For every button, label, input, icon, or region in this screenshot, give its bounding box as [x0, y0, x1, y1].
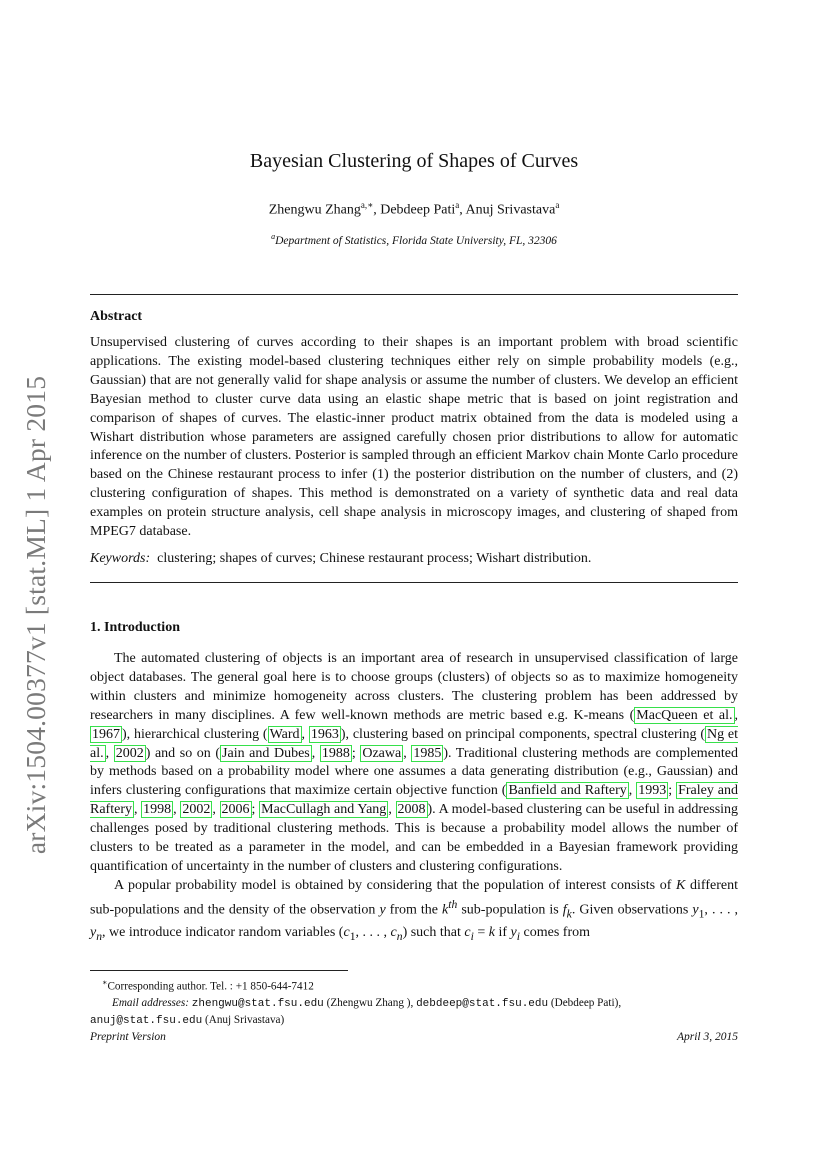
email-link[interactable]: zhengwu@stat.fsu.edu [191, 997, 324, 1010]
introduction-body [90, 650, 738, 947]
math-symbol: k [566, 907, 572, 921]
citation-text: Ward [269, 726, 300, 742]
author-name: Zhengwu Zhang [268, 202, 361, 218]
intro-text: , . . . , [355, 925, 391, 941]
math-symbol: y [90, 925, 97, 941]
footnote-rule [90, 970, 348, 971]
intro-text: , . . . , [704, 902, 739, 918]
citation-text: 2006 [221, 802, 250, 818]
citation-text: Ozawa [362, 745, 402, 761]
citation-text: 1988 [321, 745, 350, 761]
math-symbol: y [379, 902, 386, 918]
intro-text: ), hierarchical clustering ( [122, 726, 268, 742]
author-name: Debdeep Pati [380, 202, 456, 218]
citation-link[interactable] [360, 745, 403, 762]
citation-link[interactable] [411, 745, 443, 762]
intro-text: ). Traditional clustering methods are complemented by methods based on a probability model where one assumes a data generating distribution (e.g., Gaussian) and infers clustering configurations that maximize certain objective function ( [90, 745, 739, 799]
author-name: Anuj Srivastava [465, 202, 556, 218]
intro-text: ) and so on ( [145, 745, 221, 761]
intro-text: if [494, 925, 511, 941]
intro-text: different sub-populations and the density of the observation [90, 877, 738, 918]
math-symbol: c [464, 925, 471, 941]
citation-link[interactable] [220, 745, 312, 762]
author-affiliation-mark: a [455, 200, 460, 210]
intro-text: sub-population is [457, 902, 563, 918]
math-symbol: c [343, 925, 350, 941]
citation-text: 1963 [310, 726, 339, 742]
math-symbol: K [676, 877, 686, 893]
intro-text: from the [385, 902, 443, 918]
math-symbol: n [396, 929, 403, 943]
citation-text: 2002 [115, 745, 144, 761]
citation-text: 2002 [182, 802, 211, 818]
citation-link[interactable] [114, 745, 146, 762]
arxiv-identifier: arXiv:1504.00377v1 [stat.ML] 1 Apr 2015 [20, 375, 51, 855]
citation-text: Jain and Dubes [222, 745, 310, 761]
citation-link[interactable] [634, 707, 734, 724]
citation-text: 1985 [413, 745, 442, 761]
math-symbol: k [442, 902, 449, 918]
math-symbol: i [470, 929, 474, 943]
email-label: Email addresses: [112, 996, 189, 1009]
citation-text: 1967 [92, 726, 120, 742]
keywords-label: Keywords: [90, 551, 151, 566]
math-symbol: n [96, 929, 103, 943]
math-symbol: 1 [349, 929, 356, 943]
paper-title: Bayesian Clustering of Shapes of Curves [249, 150, 579, 172]
citation-link[interactable] [506, 782, 628, 799]
intro-text: ), clustering based on principal components, spectral clustering ( [340, 726, 705, 742]
citation-link[interactable] [141, 801, 173, 818]
intro-text: , we introduce indicator random variables ( [102, 925, 344, 941]
section-heading-introduction: 1. Introduction [90, 620, 180, 635]
citation-text: 1998 [143, 802, 172, 818]
email-link[interactable]: anuj@stat.fsu.edu [90, 1014, 203, 1027]
keywords [90, 551, 738, 567]
email-link[interactable]: debdeep@stat.fsu.edu [416, 997, 549, 1010]
math-symbol: y [510, 925, 517, 941]
citation-link[interactable] [268, 726, 302, 743]
affiliation-text: Department of Statistics, Florida State University, FL, 32306 [275, 234, 557, 247]
abstract-body [90, 334, 738, 542]
citation-text: Banfield and Raftery [508, 783, 627, 799]
intro-text: A popular probability model is obtained by considering that the population of interest consists of [114, 877, 677, 893]
footer-preprint: Preprint Version [90, 1031, 166, 1043]
footnote-mark: ∗ [102, 978, 108, 987]
citation-text: MacQueen et al. [636, 707, 733, 723]
math-symbol: 1 [698, 907, 705, 921]
citation-link[interactable] [90, 726, 122, 743]
footnote-emails [90, 995, 738, 1012]
math-symbol: k [488, 925, 495, 941]
math-symbol: y [692, 902, 699, 918]
footnote-text: (Anuj Srivastava) [205, 1013, 285, 1026]
footnote-corresponding [90, 975, 738, 995]
footnotes [90, 975, 738, 1029]
keywords-text: clustering; shapes of curves; Chinese restaurant process; Wishart distribution. [157, 551, 592, 566]
citation-text: 2008 [397, 802, 426, 818]
footnote-text: (Zhengwu Zhang ), [326, 996, 414, 1009]
citation-link[interactable] [320, 745, 352, 762]
math-symbol: c [390, 925, 397, 941]
intro-text: comes from [520, 925, 590, 941]
author-affiliation-mark: a,∗ [360, 200, 374, 210]
footnote-emails-cont [90, 1012, 738, 1029]
abstract-bottom-rule [90, 582, 738, 583]
abstract-text: Unsupervised clustering of curves according to their shapes is an important problem with broad scientific applications. The existing model-based clustering techniques either rely on simple probability models (e.g., Gaussian) that are not generally valid for shape analysis or assume the number of clusters. We develop an efficient Bayesian method to cluster curve data using an elastic shape metric that is based on joint registration and comparison of shapes of curves. The elastic-inner product matrix obtained from the data is modeled using a Wishart distribution whose parameters are assigned carefully chosen prior distributions to allow for automatic inference on the number of clusters. Posterior is sampled through an efficient Markov chain Monte Carlo procedure based on the Chinese restaurant process to infer (1) the posterior distribution on the number of clusters, and (2) clustering configuration of shapes. This method is demonstrated on a variety of synthetic data and real data examples on protein structure analysis, cell shape analysis in microscopy images, and clustering of shaped from MPEG7 database. [90, 335, 738, 540]
citation-text: MacCullagh and Yang [261, 802, 387, 818]
citation-text: 1993 [638, 783, 667, 799]
citation-link[interactable] [636, 782, 668, 799]
author-list: Zhengwu Zhang$^{a,∗}$, Debdeep Pati$^a$, Anuj Srivastava$^a$ [268, 200, 560, 218]
footnote-text: Corresponding author. Tel. : +1 850-644-7412 [107, 980, 314, 993]
math-symbol: th [448, 897, 458, 911]
abstract-heading: Abstract [90, 309, 143, 324]
intro-text: = [473, 925, 489, 941]
citation-text: Ng et al. [90, 726, 739, 761]
math-symbol: f [562, 902, 567, 918]
citation-text: Fraley and Raftery [90, 783, 739, 818]
math-symbol: i [516, 929, 521, 943]
footnote-text: (Debdeep Pati), [550, 996, 622, 1009]
arxiv-sidebar [0, 0, 72, 1171]
author-affiliation-mark: a [555, 200, 560, 210]
citation-link[interactable] [259, 801, 388, 818]
intro-text: ). A model-based clustering can be useful in addressing challenges posed by traditional clustering methods. This is because a probability model allows the number of clusters to be treated as a parameter in the model, and can be embedded in a Bayesian framework providing quantification of uncertainty in the number of clusters and clustering configurations. [90, 802, 739, 874]
intro-paragraph-1: The automated clustering of objects is an important area of research in unsupervised classification of large object databases. The general goal here is to choose groups (clusters) of objects so as to maximize homogeneity within clusters and minimize homogeneity across clusters. The clustering problem has been addressed by researchers in many disciplines. A few well-known methods are metric based e.g. K-means ( MacQueen et al. , 1967 ), hierarchical clustering ( Ward , 1963 ), clustering based on principal components, spectral clustering ( Ng et al. , 2002 ) and so on ( Jain and Dubes , 1988 ; Ozawa , 1985 ). Traditional clustering methods are complemented by methods based on a probability model where one assumes a data generating distribution (e.g., Gaussian) and infers clustering configurations that maximize certain objective function ( Banfield and Raftery , 1993 ; Fraley and Raftery , 1998 , 2002 , 2006 ; MacCullagh and Yang , 2008 ). A model-based clustering can be useful in addressing challenges posed by traditional clustering methods. This is because a probability model allows the number of clusters to be treated as a parameter in the model, and can be embedded in a Bayesian framework providing quantification of uncertainty in the number of clusters and clustering configurations. [90, 651, 739, 874]
citation-link[interactable] [220, 801, 252, 818]
affiliation-mark: a [271, 232, 276, 241]
citation-link[interactable] [309, 726, 341, 743]
intro-text: ) such that [402, 925, 465, 941]
intro-paragraph-2 [90, 877, 738, 947]
intro-text: . Given observations [571, 902, 693, 918]
abstract-top-rule [90, 294, 738, 295]
intro-text: The automated clustering of objects is an important area of research in unsupervised classification of large object databases. The general goal here is to choose groups (clusters) of objects so as to maximize homogeneity within clusters and minimize homogeneity across clusters. The clustering problem has been addressed by researchers in many disciplines. A few well-known methods are metric based e.g. K-means ( [90, 651, 738, 723]
citation-link[interactable] [396, 801, 428, 818]
affiliation [0, 232, 828, 247]
footer-date: April 3, 2015 [676, 1031, 738, 1043]
citation-link[interactable] [180, 801, 212, 818]
